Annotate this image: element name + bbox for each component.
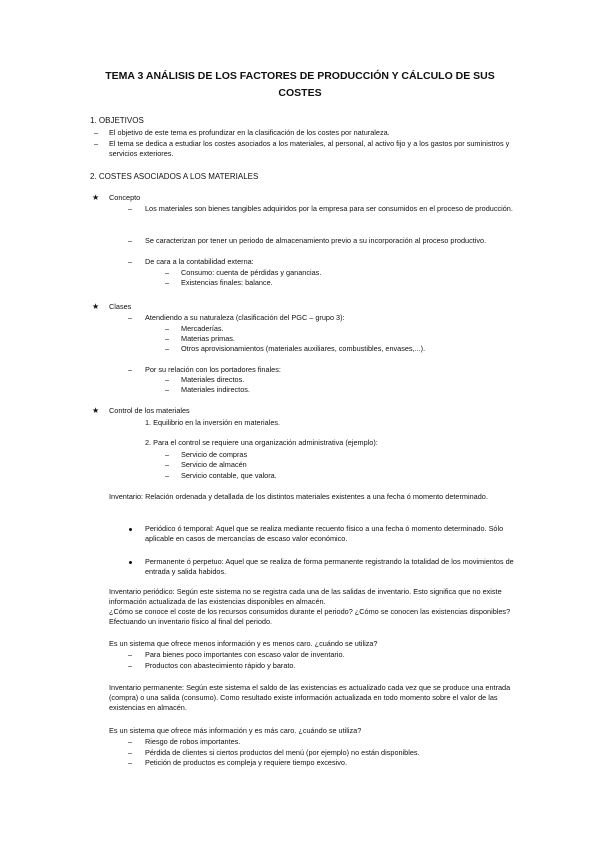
- concepto-paragraph-3: De cara a la contabilidad externa:: [145, 257, 254, 266]
- section-heading-objetivos: 1. OBJETIVOS: [90, 116, 144, 125]
- dash-marker: –: [165, 385, 170, 394]
- bullet-dot: [129, 561, 132, 564]
- periodico-use-item: Productos con abastecimiento rápido y barato.: [145, 661, 296, 670]
- dash-marker: –: [165, 375, 170, 384]
- dash-marker: –: [165, 450, 170, 459]
- dash-marker: –: [128, 313, 133, 322]
- dash-marker: –: [165, 278, 170, 287]
- concepto-paragraph-2: Se caracterizan por tener un periodo de almacenamiento previo a su incorporación al proceso productivo.: [145, 236, 487, 245]
- clases-sub-item: Materiales indirectos.: [181, 385, 250, 394]
- clases-label: Clases: [109, 302, 132, 311]
- dash-marker: –: [128, 204, 133, 213]
- star-bullet-icon: ★: [92, 406, 100, 415]
- dash-marker: –: [165, 471, 170, 480]
- inventario-permanente-question: Es un sistema que ofrece más información y es más caro. ¿cuándo se utiliza?: [109, 726, 362, 735]
- dash-marker: –: [128, 236, 133, 245]
- control-sub-item: Servicio contable, que valora.: [181, 471, 277, 480]
- dash-marker: –: [165, 324, 170, 333]
- dash-marker: –: [128, 737, 133, 746]
- inventario-definition: Inventario: Relación ordenada y detallada de los distintos materiales existentes a una fecha ó momento determinado.: [109, 492, 488, 501]
- periodico-use-item: Para bienes poco importantes con escaso valor de inventario.: [145, 650, 345, 659]
- control-sub-item: Servicio de almacén: [181, 460, 247, 469]
- concepto-sub-item-1: Consumo: cuenta de pérdidas y ganancias.: [181, 268, 322, 277]
- star-bullet-icon: ★: [92, 302, 100, 311]
- dash-marker: –: [128, 748, 133, 757]
- inventario-periodico-question-2: Es un sistema que ofrece menos información y es menos caro. ¿cuándo se utiliza?: [109, 639, 378, 648]
- permanente-use-item: Petición de productos es compleja y requiere tiempo excesivo.: [145, 758, 347, 767]
- concepto-sub-item-2: Existencias finales: balance.: [181, 278, 273, 287]
- clases-sub-item: Materiales directos.: [181, 375, 245, 384]
- dash-marker: –: [165, 334, 170, 343]
- objetivo-item-1: El objetivo de este tema es profundizar en la clasificación de los costes por naturaleza.: [109, 128, 390, 137]
- objetivo-item-2: El tema se dedica a estudiar los costes asociados a los materiales, al personal, al activo fijo y a los gastos por suministros y servicios exteriores.: [109, 139, 510, 158]
- permanente-use-item: Pérdida de clientes si ciertos productos del menú (por ejemplo) no están disponibles.: [145, 748, 420, 757]
- inventario-periodico-question: ¿Cómo se conoce el coste de los recursos consumidos durante el periodo? ¿Cómo se conocen las existencias disponibles? Efectuando un inventario físico al final del periodo.: [109, 607, 511, 626]
- control-item-1: 1. Equilibrio en la inversión en materiales.: [145, 418, 281, 427]
- dash-marker: –: [128, 661, 133, 670]
- inventario-periodico-paragraph: Inventario periódico: Según este sistema no se registra cada una de las salidas de inventario. Esto significa que no existe información actualizada de las existencias disponibles en almacén.: [109, 587, 502, 606]
- dash-marker: –: [128, 365, 133, 374]
- dash-marker: –: [94, 128, 99, 137]
- permanente-use-item: Riesgo de robos importantes.: [145, 737, 241, 746]
- control-label: Control de los materiales: [109, 406, 190, 415]
- star-bullet-icon: ★: [92, 193, 100, 202]
- dash-marker: –: [94, 139, 99, 148]
- concepto-paragraph-1: Los materiales son bienes tangibles adquiridos por la empresa para ser consumidos en el proceso de producción.: [145, 204, 513, 213]
- concepto-label: Concepto: [109, 193, 141, 202]
- inventario-permanente-paragraph: Inventario permanente: Según este sistema el saldo de las existencias es actualizado cada vez que se produce una entrada (compra) o una salida (consumo). Como resultado existe información actualizada en todo momento sobre el valor de las existencias en almacén.: [109, 683, 511, 712]
- clases-paragraph-1: Atendiendo a su naturaleza (clasificación del PGC – grupo 3):: [145, 313, 345, 322]
- clases-sub-item: Mercaderías.: [181, 324, 224, 333]
- inventario-permanente-bullet: Permanente ó perpetuo: Aquel que se realiza de forma permanente registrando la totalidad de los movimientos de entrada y salida habidos.: [145, 557, 514, 576]
- dash-marker: –: [128, 758, 133, 767]
- dash-marker: –: [165, 460, 170, 469]
- control-item-2: 2. Para el control se requiere una organización administrativa (ejemplo):: [145, 438, 378, 447]
- page-title: TEMA 3 ANÁLISIS DE LOS FACTORES DE PRODUCCIÓN Y CÁLCULO DE SUS COSTES: [105, 70, 495, 99]
- clases-paragraph-2: Por su relación con los portadores finales:: [145, 365, 281, 374]
- dash-marker: –: [128, 257, 133, 266]
- dash-marker: –: [165, 344, 170, 353]
- section-heading-costes-materiales: 2. COSTES ASOCIADOS A LOS MATERIALES: [90, 172, 259, 181]
- clases-sub-item: Otros aprovisionamientos (materiales auxiliares, combustibles, envases,...).: [181, 344, 426, 353]
- control-sub-item: Servicio de compras: [181, 450, 248, 459]
- dash-marker: –: [128, 650, 133, 659]
- bullet-dot: [129, 528, 132, 531]
- clases-sub-item: Materias primas.: [181, 334, 235, 343]
- dash-marker: –: [165, 268, 170, 277]
- inventario-periodico-bullet: Periódico ó temporal: Aquel que se realiza mediante recuento físico a una fecha ó momento determinado. Sólo aplicable en casos de mercancías de escaso valor económico.: [145, 524, 504, 543]
